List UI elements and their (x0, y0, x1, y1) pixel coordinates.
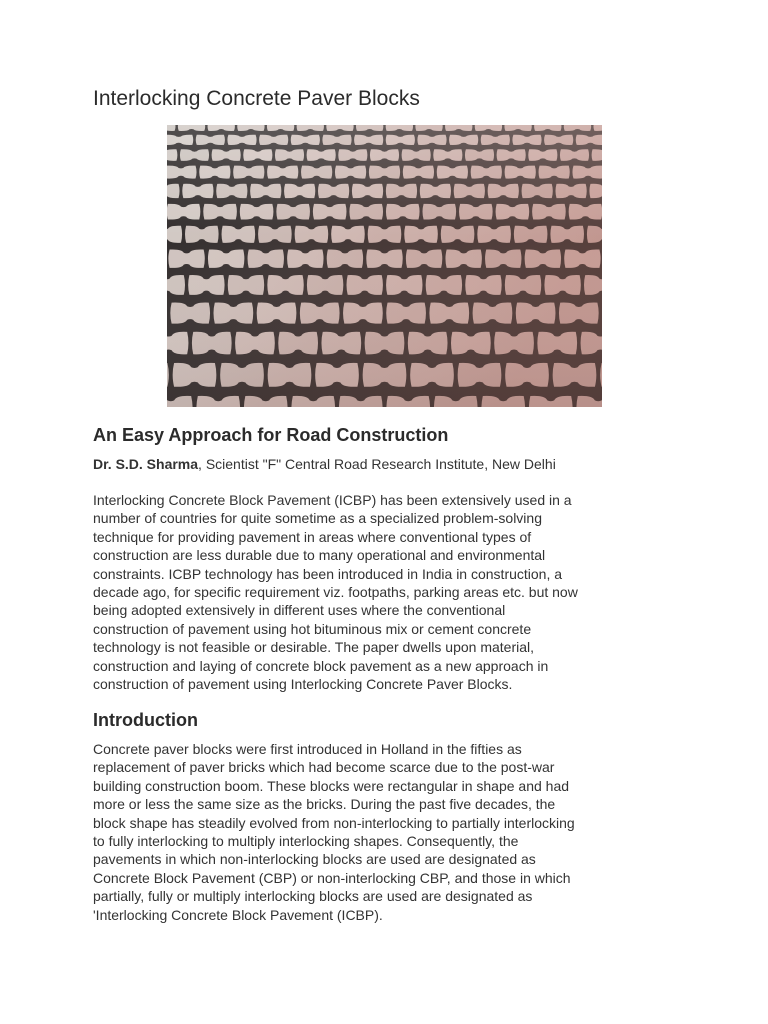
abstract-line: construction and laying of concrete block pavement as a new approach in (93, 657, 549, 674)
introduction-paragraph (93, 740, 683, 924)
introduction-line: to fully interlocking to multiply interlocking shapes. Consequently, the (93, 833, 519, 850)
introduction-line: 'Interlocking Concrete Block Pavement (ICBP). (93, 906, 383, 923)
introduction-line: Concrete paver blocks were first introduced in Holland in the fifties as (93, 741, 522, 757)
author-affiliation: , Scientist "F" Central Road Research Institute, New Delhi (198, 456, 556, 472)
abstract-line: constraints. ICBP technology has been introduced in India in construction, a (93, 565, 563, 582)
introduction-line: Concrete Block Pavement (CBP) or non-interlocking CBP, and those in which (93, 869, 571, 886)
byline (93, 456, 556, 472)
introduction-line: building construction boom. These blocks were rectangular in shape and had (93, 777, 570, 794)
abstract-line: construction are less durable due to many operational and environmental (93, 547, 546, 564)
introduction-line: partially, fully or multiply interlocking blocks are used are designated as (93, 888, 533, 905)
introduction-line: more or less the same size as the bricks. During the past five decades, the (93, 796, 556, 813)
abstract-line: number of countries for quite sometime as a specialized problem-solving (93, 510, 542, 527)
abstract-paragraph (93, 491, 683, 693)
abstract-line: technique for providing pavement in areas where conventional types of (93, 528, 532, 545)
abstract-line: construction of pavement using hot bituminous mix or cement concrete (93, 620, 532, 637)
article-subtitle: An Easy Approach for Road Construction (93, 425, 449, 445)
author-name: Dr. S.D. Sharma (93, 456, 199, 472)
introduction-line: pavements in which non-interlocking blocks are used are designated as (93, 851, 536, 868)
abstract-line: Interlocking Concrete Block Pavement (ICBP) has been extensively used in a (93, 492, 572, 508)
paver-blocks-photo (167, 125, 602, 407)
introduction-heading: Introduction (93, 710, 198, 730)
abstract-line: construction of pavement using Interlocking Concrete Paver Blocks. (93, 676, 513, 693)
introduction-line: replacement of paver bricks which had become scarce due to the post-war (93, 759, 555, 776)
document-title: Interlocking Concrete Paver Blocks (93, 87, 420, 110)
abstract-line: decade ago, for specific requirement viz. footpaths, parking areas etc. but now (93, 584, 578, 601)
document-page (93, 86, 693, 112)
abstract-line: being adopted extensively in different uses where the conventional (93, 602, 506, 619)
introduction-line: block shape has steadily evolved from non-interlocking to partially interlocking (93, 814, 575, 831)
abstract-line: technology is not feasible or desirable. The paper dwells upon material, (93, 639, 534, 656)
